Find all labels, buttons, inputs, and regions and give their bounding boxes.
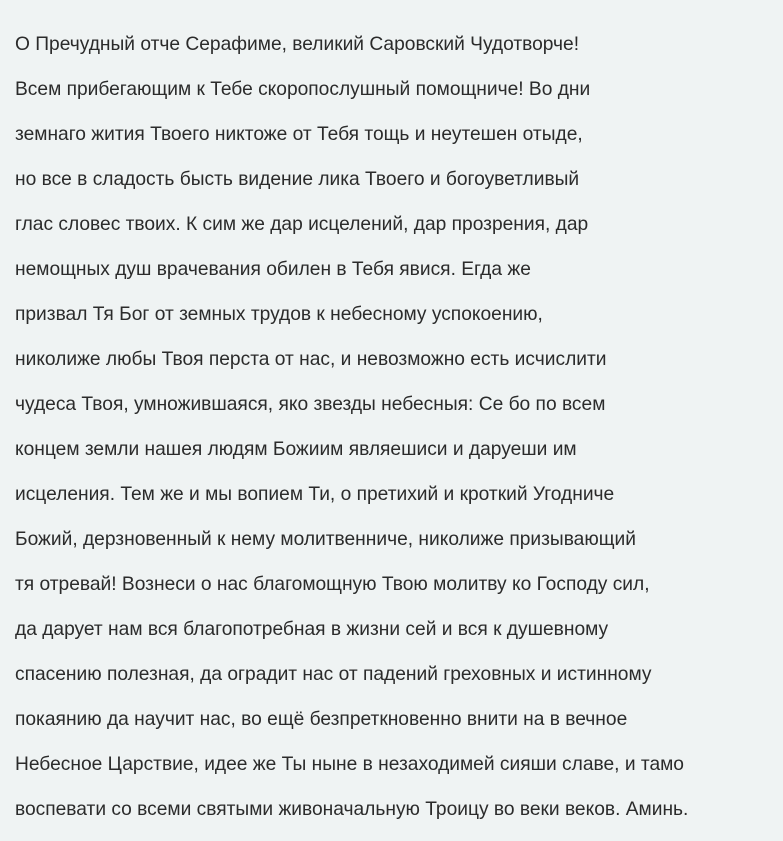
prayer-line: земнаго жития Твоего никтоже от Тебя тощь и неутешен отыде, (15, 124, 583, 145)
prayer-line: покаянию да научит нас, во ещё безпреткновенно внити на в вечное (15, 709, 628, 730)
prayer-line: немощных душ врачевания обилен в Тебя явися. Егда же (15, 259, 531, 280)
prayer-line: спасению полезная, да оградит нас от падений греховных и истинному (15, 664, 652, 685)
prayer-text (15, 29, 688, 839)
prayer-line: чудеса Твоя, умножившаяся, яко звезды небесныя: Се бо по всем (15, 394, 606, 415)
prayer-line: Божий, дерзновенный к нему молитвенниче, николиже призывающий (15, 529, 636, 550)
prayer-line: николиже любы Твоя перста от нас, и невозможно есть исчислити (15, 349, 607, 370)
prayer-line: тя отревай! Вознеси о нас благомощную Твою молитву ко Господу сил, (15, 574, 650, 595)
prayer-line: исцеления. Тем же и мы вопием Ти, о претихий и кроткий Угодниче (15, 484, 615, 505)
prayer-line: но все в сладость бысть видение лика Твоего и богоуветливый (15, 169, 580, 190)
prayer-line: призвал Тя Бог от земных трудов к небесному успокоению, (15, 304, 543, 325)
prayer-line: Небесное Царствие, идее же Ты ныне в незаходимей сияши славе, и тамо (15, 754, 684, 775)
prayer-line: концем земли нашея людям Божиим являешиси и даруеши им (15, 439, 577, 460)
prayer-line: да дарует нам вся благопотребная в жизни сей и вся к душевному (15, 619, 609, 640)
prayer-line: О Пречудный отче Серафиме, великий Саровский Чудотворче! (15, 34, 580, 55)
prayer-line: Всем прибегающим к Тебе скоропослушный помощниче! Во дни (15, 79, 591, 100)
prayer-line: глас словес твоих. К сим же дар исцелений, дар прозрения, дар (15, 214, 589, 235)
prayer-line: воспевати со всеми святыми живоначальную Троицу во веки веков. Аминь. (15, 799, 689, 820)
